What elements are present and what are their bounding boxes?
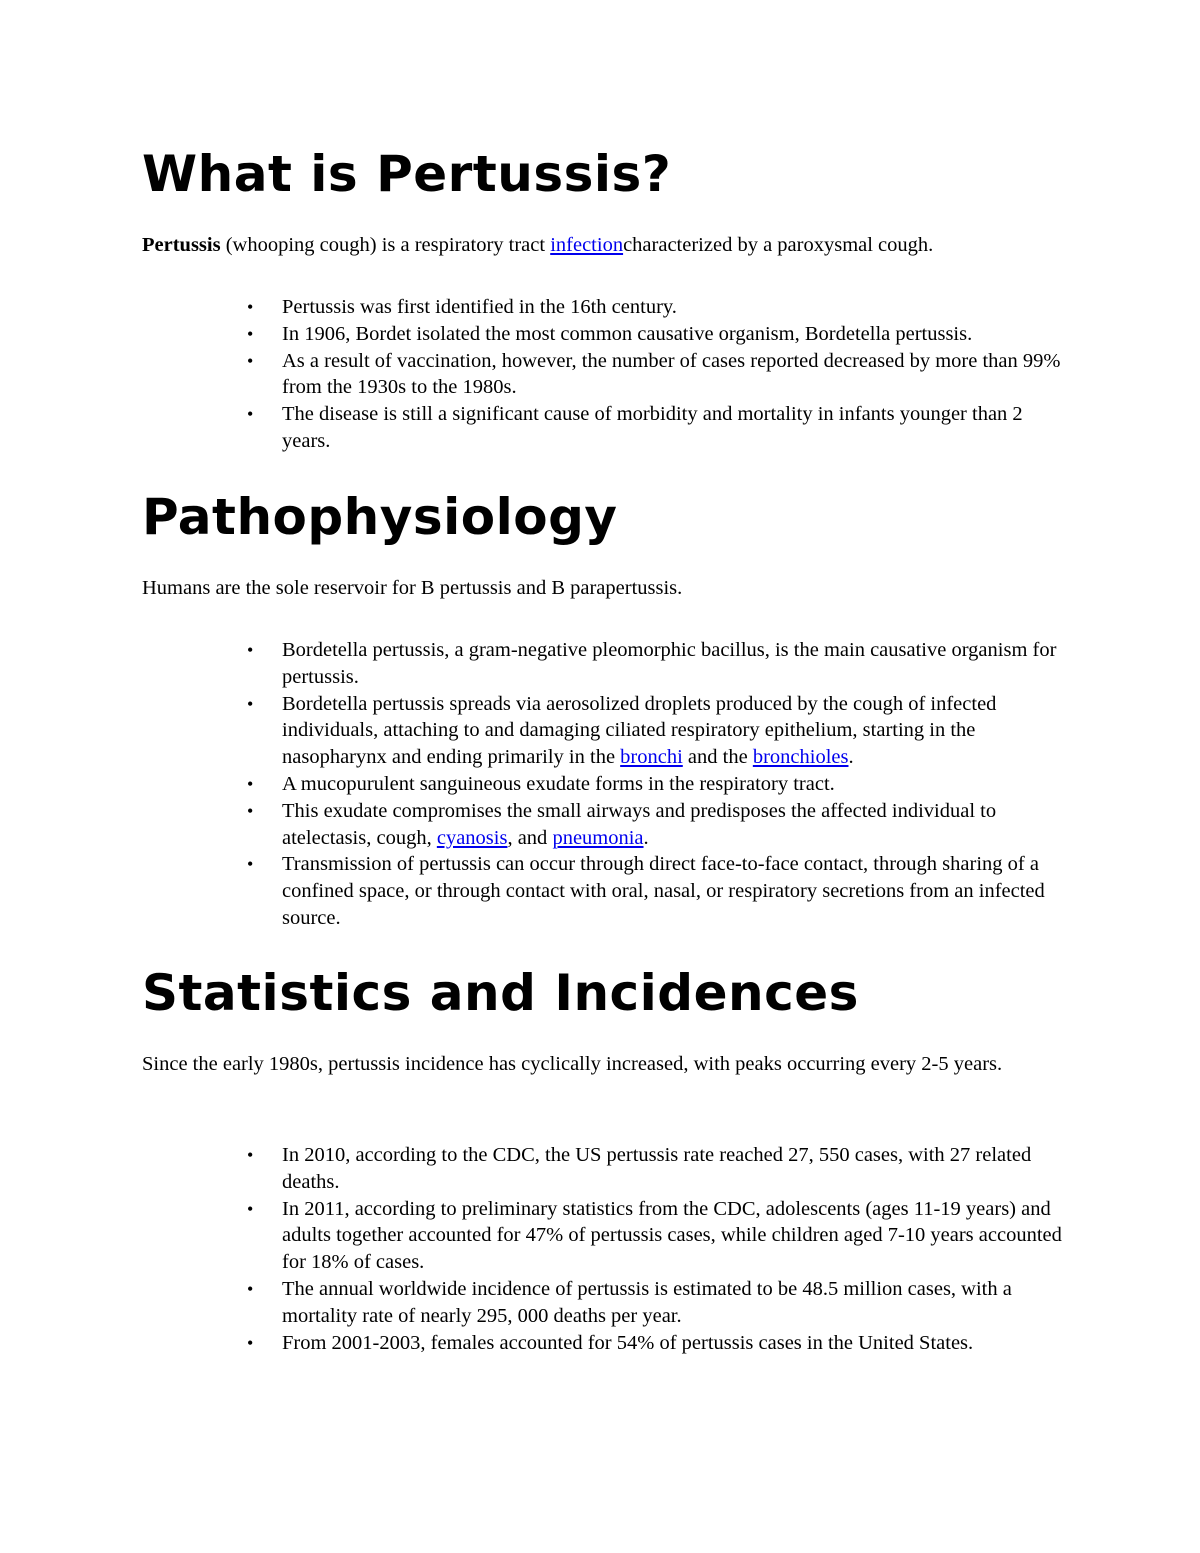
link-pneumonia[interactable]: pneumonia [552, 826, 644, 849]
list-item-text: A mucopurulent sanguineous exudate forms in the respiratory tract. [282, 772, 835, 795]
list-item-text: The annual worldwide incidence of pertussis is estimated to be 48.5 million cases, with a mortality rate of nearly 295, 000 deaths per year. [282, 1277, 1012, 1327]
intro-text: (whooping cough) is a respiratory tract [220, 234, 551, 256]
intro-bold-term: Pertussis [142, 234, 221, 256]
bullet-glyph: • [247, 404, 254, 425]
pathophysiology-paragraph: Humans are the sole reservoir for B pertussis and B parapertussis. [142, 577, 683, 599]
list-item-text: As a result of vaccination, however, the number of cases reported decreased by more than 99% from the 1930s to the 1980s. [282, 349, 1061, 399]
bullet-glyph: • [247, 350, 254, 371]
list-item [142, 1142, 1062, 1196]
list-statistics [142, 1142, 1062, 1356]
list-item [142, 851, 1062, 931]
bullet-glyph: • [247, 640, 254, 660]
bullet-glyph: • [247, 693, 254, 714]
list-item-text: , and [507, 826, 553, 849]
list-item [142, 637, 1062, 691]
list-item-text: This exudate compromises the small airways and predisposes the affected individual to atelectasis, cough, [282, 799, 997, 849]
list-item [142, 294, 1062, 321]
bullet-glyph: • [247, 1145, 254, 1165]
list-item-text: . [643, 826, 649, 849]
bullet-glyph: • [247, 1332, 254, 1353]
link-bronchioles[interactable]: bronchioles [752, 746, 849, 769]
list-item [142, 401, 1062, 455]
list-item [142, 771, 1062, 798]
intro-text-end: characterized by a paroxysmal cough. [623, 234, 934, 256]
bullet-glyph: • [247, 1198, 254, 1219]
link-infection[interactable]: infection [550, 234, 624, 256]
bullet-glyph: • [247, 854, 254, 875]
list-item [142, 691, 1062, 771]
list-item-text: In 1906, Bordet isolated the most common causative organism, Bordetella pertussis. [282, 322, 973, 345]
list-item-text: In 2010, according to the CDC, the US pertussis rate reached 27, 550 cases, with 27 related deaths. [282, 1144, 1032, 1193]
heading-what-is-pertussis: What is Pertussis? [142, 145, 672, 203]
list-item-text: Transmission of pertussis can occur through direct face-to-face contact, through sharing of a confined space, or through contact with oral, nasal, or respiratory secretions from an infected source. [282, 853, 1045, 929]
bullet-glyph: • [247, 800, 254, 821]
bullet-glyph: • [247, 1278, 254, 1299]
list-item [142, 321, 1062, 348]
list-item [142, 798, 1062, 852]
list-item-text: Bordetella pertussis, a gram-negative pleomorphic bacillus, is the main causative organism for pertussis. [282, 639, 1057, 688]
bullet-glyph: • [247, 297, 254, 317]
bullet-glyph: • [247, 323, 254, 344]
list-item [142, 1276, 1062, 1330]
bullet-glyph: • [247, 773, 254, 794]
list-item-text: The disease is still a significant cause of morbidity and mortality in infants younger than 2 years. [282, 403, 1023, 452]
statistics-paragraph: Since the early 1980s, pertussis incidence has cyclically increased, with peaks occurring every 2-5 years. [142, 1053, 1003, 1075]
list-item [142, 348, 1062, 402]
list-what-is-pertussis [142, 294, 1062, 455]
heading-statistics-and-incidences: Statistics and Incidences [142, 964, 859, 1022]
link-cyanosis[interactable]: cyanosis [436, 826, 508, 849]
list-item-text: . [848, 746, 854, 769]
list-item-text: From 2001-2003, females accounted for 54% of pertussis cases in the United States. [282, 1331, 974, 1354]
list-item-text: In 2011, according to preliminary statistics from the CDC, adolescents (ages 11-19 years) and adults together accounted for 47% of pertussis cases, while children aged 7-10 years accounted for 18% of cases. [282, 1197, 1062, 1274]
list-item [142, 1196, 1062, 1276]
list-item-text: Pertussis was first identified in the 16th century. [282, 296, 677, 318]
list-item-text: Bordetella pertussis spreads via aerosolized droplets produced by the cough of infected individuals, attaching to and damaging ciliated respiratory epithelium, starting in the nasopharynx and ending primarily in the [282, 692, 997, 769]
intro-paragraph [142, 232, 1062, 259]
list-pathophysiology [142, 637, 1062, 932]
list-item-text: and the [682, 746, 753, 769]
list-item [142, 1330, 1062, 1357]
heading-pathophysiology: Pathophysiology [142, 488, 618, 546]
link-bronchi[interactable]: bronchi [620, 746, 683, 769]
